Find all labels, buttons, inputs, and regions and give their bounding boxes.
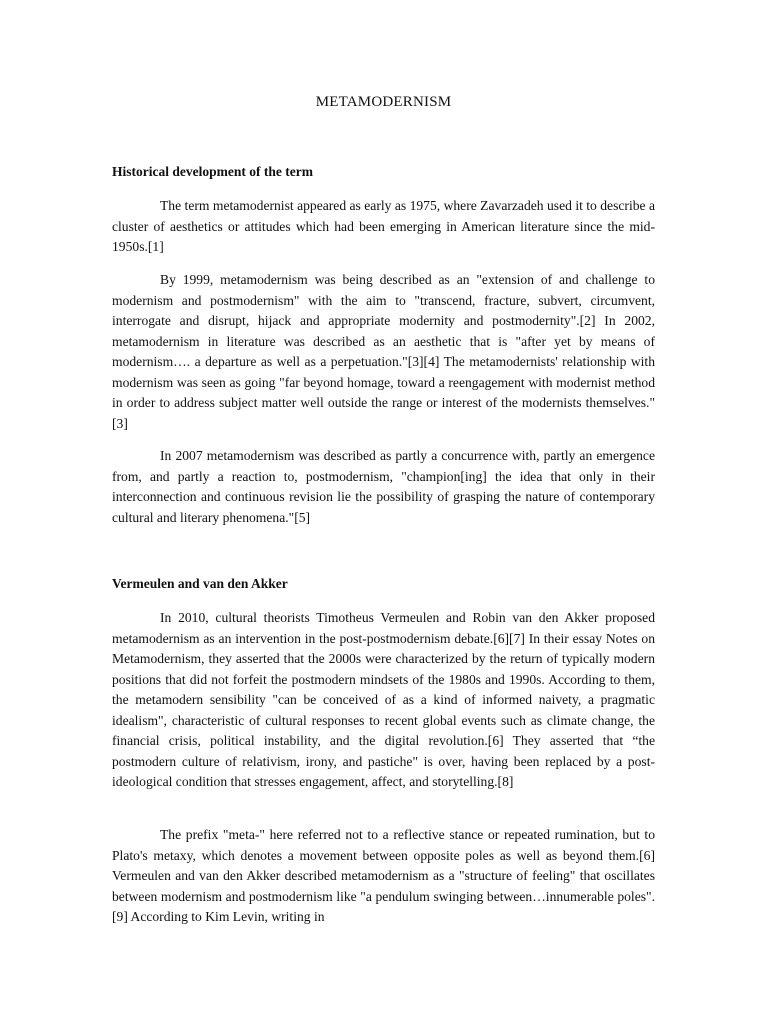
paragraph: The term metamodernist appeared as early as 1975, where Zavarzadeh used it to describe a cluster of aesthetics or attitudes which had been emerging in American literature since the mid-1950s.[1] [112, 198, 655, 254]
paragraph: The prefix "meta-" here referred not to a reflective stance or repeated rumination, but to Plato's metaxy, which denotes a movement between opposite poles as well as beyond them.[6] Vermeulen and van den Akker described metamodernism as a "structure of feeling" that oscillates between modernism and postmodernism like "a pendulum swinging between…innumerable poles".[9] According to Kim Levin, writing in [112, 827, 655, 924]
paragraph: In 2010, cultural theorists Timotheus Vermeulen and Robin van den Akker proposed metamodernism as an intervention in the post-postmodernism debate.[6][7] In their essay Notes on Metamodernism, they asserted that the 2000s were characterized by the return of typically modern positions that did not forfeit the postmodern mindsets of the 1980s and 1990s. According to them, the metamodern sensibility "can be conceived of as a kind of informed naivety, a pragmatic idealism", characteristic of cultural responses to recent global events such as climate change, the financial crisis, political instability, and the digital revolution.[6] They asserted that “the postmodern culture of relativism, irony, and pastiche" is over, having been replaced by a post-ideological condition that stresses engagement, affect, and storytelling.[8] [112, 610, 655, 789]
section-heading-vermeulen: Vermeulen and van den Akker [112, 576, 288, 591]
section-heading-history: Historical development of the term [112, 164, 313, 179]
paragraph: By 1999, metamodernism was being described as an "extension of and challenge to modernism and postmodernism" with the aim to "transcend, fracture, subvert, circumvent, interrogate and disrupt, hijack and appropriate modernity and postmodernity".[2] In 2002, metamodernism in literature was described as an aesthetic that is "after yet by means of modernism…. a departure as well as a perpetuation."[3][4] The metamodernists' relationship with modernism was seen as going "far beyond homage, toward a reengagement with modernist method in order to address subject matter well outside the range or interest of the modernists themselves."[3] [112, 272, 655, 431]
paragraph: In 2007 metamodernism was described as partly a concurrence with, partly an emergence from, and partly a reaction to, postmodernism, "champion[ing] the idea that only in their interconnection and continuous revision lie the possibility of grasping the nature of contemporary cultural and literary phenomena."[5] [112, 448, 655, 525]
document-title: METAMODERNISM [315, 94, 452, 110]
